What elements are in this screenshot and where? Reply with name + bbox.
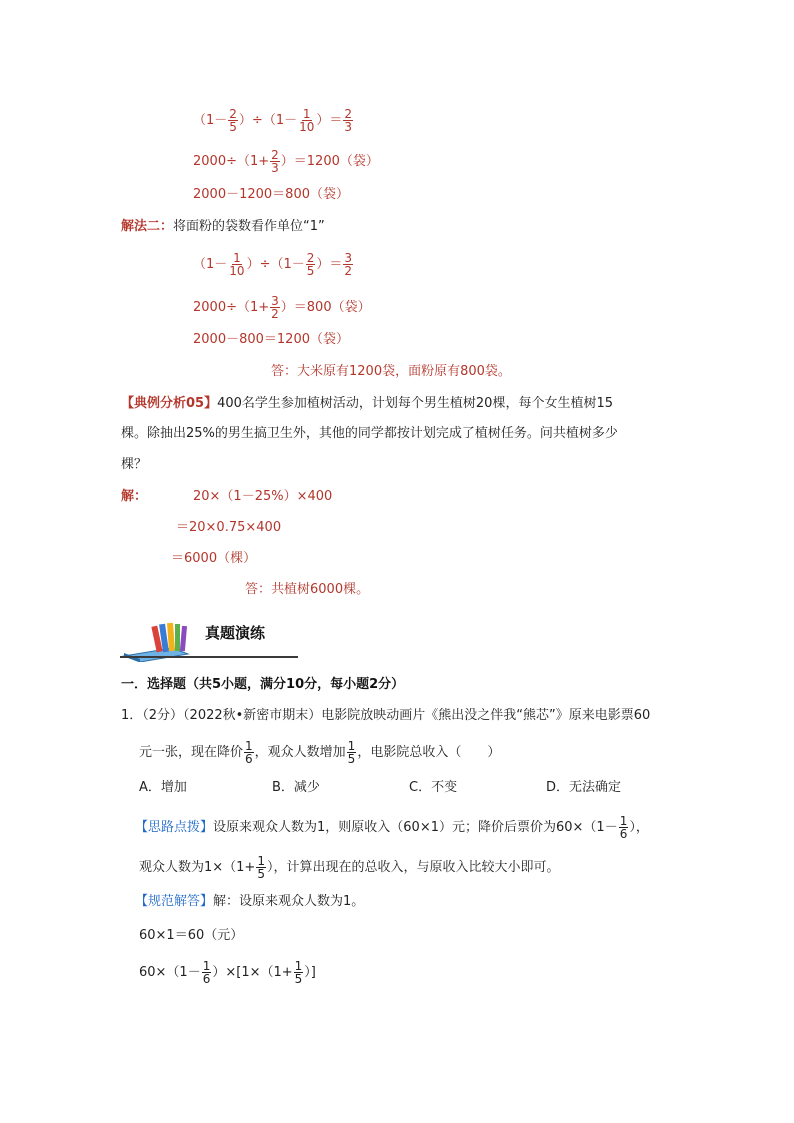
denominator: 5 (306, 264, 315, 278)
eq-text: （1－ (193, 257, 228, 272)
example05-line1 (121, 396, 613, 412)
hint-text: 设原来观众人数为1，则原收入（60×1）元；降价后票价为60×（1－ (213, 820, 618, 835)
denominator: 5 (229, 120, 237, 134)
example05-tag: 【典例分析05】 (121, 396, 218, 411)
q1-hint-line2 (139, 855, 559, 880)
q1-option-d[interactable]: D．无法确定 (546, 780, 622, 795)
q1-line2 (139, 740, 500, 765)
fraction (228, 108, 238, 133)
q1-text: ，电影院总收入（ ） (357, 745, 501, 760)
example05-line2: 棵。除抽出25%的男生搞卫生外，其他的同学都按计划完成了植树任务。问共植树多少 (121, 426, 618, 441)
denominator: 2 (344, 264, 353, 278)
denominator: 6 (202, 972, 211, 986)
example05-step1: 20×（1－25%）×400 (193, 489, 333, 504)
numerator: 2 (344, 107, 353, 121)
solution-text: ）] (304, 965, 316, 980)
eq-text: （1－ (193, 113, 228, 128)
fraction (202, 960, 212, 985)
method1-eq2 (193, 149, 379, 174)
banner-divider (120, 656, 298, 658)
fraction (244, 740, 254, 765)
denominator: 6 (245, 752, 253, 766)
solution-text: 60×（1－ (139, 965, 201, 980)
q1-option-b[interactable]: B．减少 (272, 780, 320, 795)
fraction (298, 108, 315, 133)
fraction (306, 252, 316, 277)
example05-step3: ＝6000（棵） (171, 551, 257, 566)
method2-answer: 答：大米原有1200袋，面粉原有800袋。 (271, 364, 511, 379)
q1-line1: 1．（2分）（2022秋•新密市期末）电影院放映动画片《熊出没之伴我“熊芯”》原来电影票60 (121, 708, 651, 723)
denominator: 3 (344, 120, 353, 134)
q1-hint-line1 (135, 815, 649, 840)
numerator: 1 (619, 814, 628, 828)
fraction (343, 108, 353, 133)
q1-text: ，观众人数增加 (254, 745, 346, 760)
q1-solution-step1: 60×1＝60（元） (139, 928, 244, 943)
hint-tag: 【思路点拨】 (135, 820, 214, 835)
fraction (294, 960, 304, 985)
eq-text: ）＝1200（袋） (280, 154, 379, 169)
hint-text: ）， (629, 820, 649, 835)
denominator: 2 (271, 307, 279, 321)
hint-text: 观众人数为1×（1+ (139, 860, 256, 875)
method2-header (121, 219, 325, 235)
q1-text: 元一张，现在降价 (139, 745, 244, 760)
method2-eq2 (193, 295, 371, 320)
numerator: 3 (271, 294, 279, 308)
denominator: 5 (294, 972, 303, 986)
method2-desc: 将面粉的袋数看作单位“1” (173, 219, 325, 234)
eq-text: ）÷（1－ (246, 257, 305, 272)
fraction (228, 252, 245, 277)
method2-label: 解法二： (121, 219, 174, 234)
fraction (270, 295, 280, 320)
eq-text: ）＝ (316, 257, 343, 272)
banner-title: 真题演练 (205, 624, 266, 642)
denominator: 10 (299, 120, 315, 134)
numerator: 1 (257, 854, 265, 868)
numerator: 1 (302, 107, 311, 121)
numerator: 3 (344, 251, 353, 265)
numerator: 1 (202, 959, 211, 973)
q1-option-a[interactable]: A．增加 (139, 780, 187, 795)
eq-text: 2000÷（1+ (193, 300, 270, 315)
q1-solution-header (135, 894, 364, 910)
method1-eq1 (193, 108, 354, 133)
numerator: 1 (294, 959, 303, 973)
fraction (343, 252, 353, 277)
method1-eq3: 2000－1200＝800（袋） (193, 187, 349, 202)
denominator: 5 (347, 752, 356, 766)
eq-text: ）÷（1－ (238, 113, 298, 128)
q1-solution-step2 (139, 960, 316, 985)
fraction (270, 149, 280, 174)
denominator: 5 (257, 867, 265, 881)
example05-step2: ＝20×0.75×400 (176, 520, 282, 535)
solution-tag: 【规范解答】 (135, 894, 214, 909)
numerator: 2 (306, 251, 315, 265)
example05-text1: 400名学生参加植树活动，计划每个男生植树20棵，每个女生植树15 (217, 396, 613, 411)
numerator: 2 (229, 107, 237, 121)
example05-line3: 棵？ (121, 457, 148, 472)
section1-heading: 一．选择题（共5小题，满分10分，每小题2分） (121, 677, 405, 692)
example05-sol-label: 解： (121, 489, 148, 504)
hint-text: ），计算出现在的总收入，与原收入比较大小即可。 (266, 860, 560, 875)
fraction (619, 815, 629, 840)
numerator: 1 (245, 739, 253, 753)
solution-text: 解：设原来观众人数为1。 (213, 894, 365, 909)
numerator: 1 (347, 739, 356, 753)
eq-text: ）＝800（袋） (280, 300, 371, 315)
denominator: 6 (619, 827, 628, 841)
solution-text: ）×[1×（1+ (212, 965, 293, 980)
q1-option-c[interactable]: C．不变 (409, 780, 458, 795)
method2-eq3: 2000－800＝1200（袋） (193, 332, 349, 347)
eq-text: ）＝ (316, 113, 343, 128)
fraction (347, 740, 357, 765)
numerator: 1 (233, 251, 241, 265)
denominator: 3 (271, 161, 279, 175)
method2-eq1 (193, 252, 354, 277)
fraction (256, 855, 266, 880)
example05-answer: 答：共植树6000棵。 (245, 582, 370, 597)
eq-text: 2000÷（1+ (193, 154, 270, 169)
denominator: 10 (229, 264, 245, 278)
numerator: 2 (271, 148, 279, 162)
